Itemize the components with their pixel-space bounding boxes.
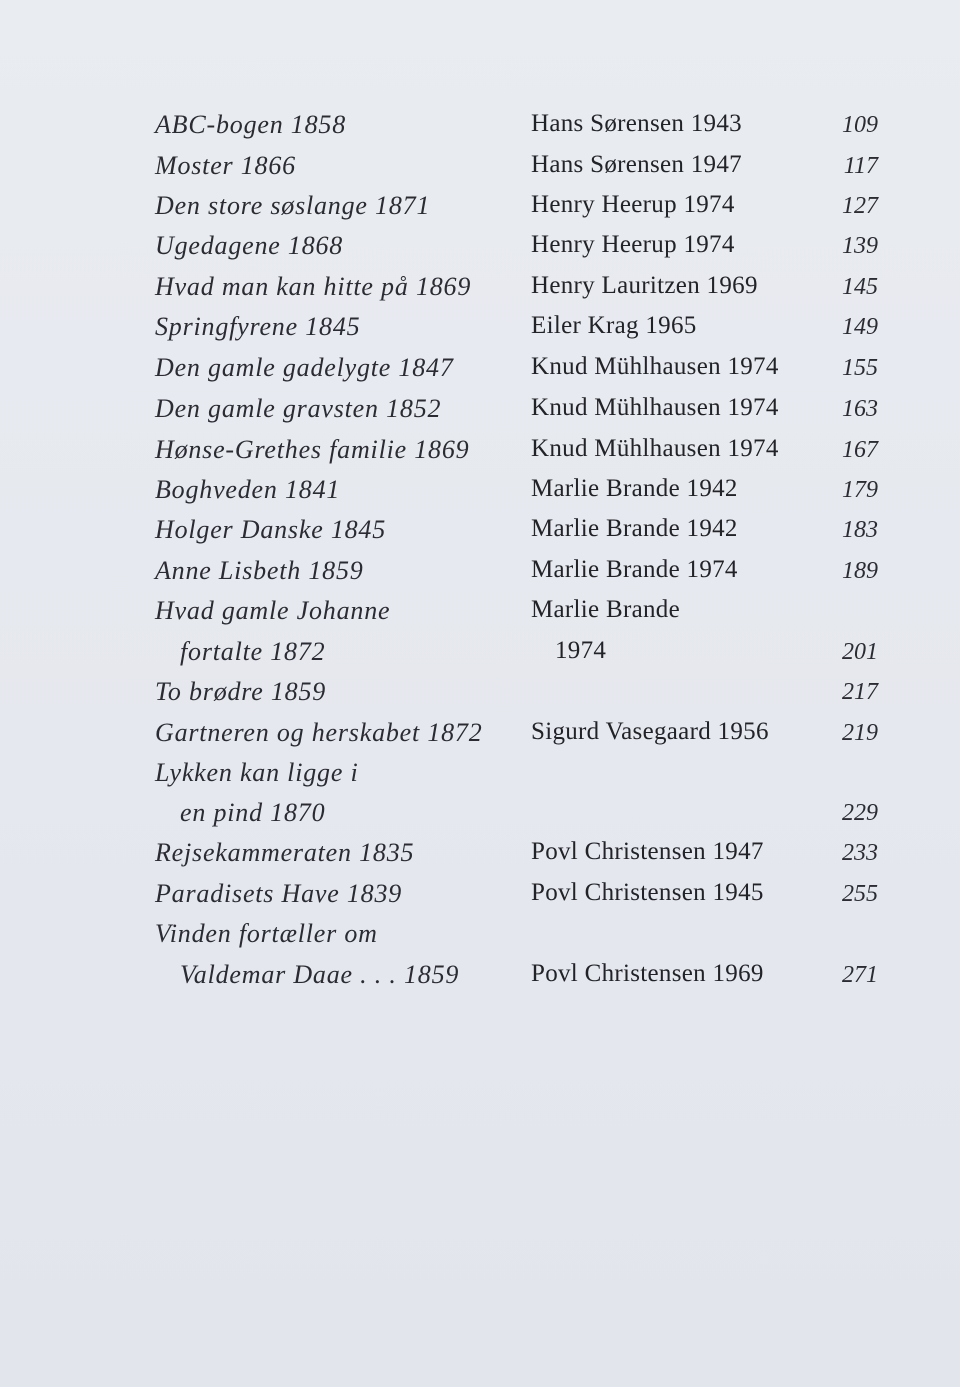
toc-entry <box>0 919 960 959</box>
story-title: Gartneren og herskabet 1872 <box>155 718 483 747</box>
story-title: Hvad man kan hitte på 1869 <box>155 272 472 301</box>
illustrator-name: Knud Mühlhausen 1974 <box>531 394 779 421</box>
toc-entry <box>0 151 960 191</box>
page-number: 233 <box>842 840 878 866</box>
page-number: 217 <box>842 679 878 705</box>
illustrator-name: Povl Christensen 1945 <box>531 879 764 906</box>
illustrator-name: Marlie Brande 1974 <box>531 556 738 583</box>
toc-entry <box>0 312 960 352</box>
toc-entry-continuation <box>0 960 960 1000</box>
story-title: Moster 1866 <box>155 151 296 180</box>
illustrator-name: Sigurd Vasegaard 1956 <box>531 718 769 745</box>
toc-entry <box>0 353 960 393</box>
page-number: 155 <box>842 355 878 381</box>
page-number: 117 <box>843 153 878 179</box>
story-title-continuation: fortalte 1872 <box>180 637 326 666</box>
toc-entry <box>0 556 960 596</box>
story-title: Ugedagene 1868 <box>155 231 344 260</box>
page-number: 163 <box>842 396 878 422</box>
illustrator-name: Marlie Brande <box>531 596 680 623</box>
toc-entry <box>0 191 960 231</box>
page-number: 109 <box>842 112 878 138</box>
illustrator-name: Henry Heerup 1974 <box>531 231 735 258</box>
page-number: 271 <box>842 962 878 988</box>
story-title: Holger Danske 1845 <box>155 515 387 544</box>
toc-entry <box>0 394 960 434</box>
toc-entry <box>0 231 960 271</box>
illustrator-name: Knud Mühlhausen 1974 <box>531 435 779 462</box>
illustrator-name-continuation: Povl Christensen 1969 <box>531 960 764 987</box>
page-number: 179 <box>842 477 878 503</box>
page-number: 145 <box>842 274 878 300</box>
story-title: Springfyrene 1845 <box>155 312 361 341</box>
page-number: 255 <box>842 881 878 907</box>
illustrator-name: Knud Mühlhausen 1974 <box>531 353 779 380</box>
illustrator-name: Hans Sørensen 1947 <box>531 151 742 178</box>
toc-entry <box>0 758 960 798</box>
page-number: 229 <box>842 800 878 826</box>
page-number: 183 <box>842 517 878 543</box>
page-number: 167 <box>842 437 878 463</box>
toc-entry-continuation <box>0 637 960 677</box>
toc-entry <box>0 677 960 717</box>
story-title: Paradisets Have 1839 <box>155 879 403 908</box>
story-title: Boghveden 1841 <box>155 475 341 504</box>
illustrator-name: Marlie Brande 1942 <box>531 515 738 542</box>
toc-entry <box>0 718 960 758</box>
story-title-continuation: en pind 1870 <box>180 798 326 827</box>
illustrator-name: Henry Lauritzen 1969 <box>531 272 758 299</box>
toc-entry <box>0 435 960 475</box>
page-number: 219 <box>842 720 878 746</box>
toc-entry <box>0 838 960 878</box>
story-title: Vinden fortæller om <box>155 919 378 948</box>
story-title: Den store søslange 1871 <box>155 191 431 220</box>
story-title: Hvad gamle Johanne <box>155 596 391 625</box>
illustrator-name: Marlie Brande 1942 <box>531 475 738 502</box>
story-title: Den gamle gadelygte 1847 <box>155 353 454 382</box>
story-title: Anne Lisbeth 1859 <box>155 556 364 585</box>
illustrator-name: Eiler Krag 1965 <box>531 312 697 339</box>
toc-entry <box>0 272 960 312</box>
illustrator-name: Henry Heerup 1974 <box>531 191 735 218</box>
story-title: Den gamle gravsten 1852 <box>155 394 442 423</box>
story-title: Hønse-Grethes familie 1869 <box>155 435 470 464</box>
page-number: 149 <box>842 314 878 340</box>
page-number: 201 <box>842 639 878 665</box>
toc-entry <box>0 110 960 150</box>
illustrator-name: Povl Christensen 1947 <box>531 838 764 865</box>
toc-entry <box>0 515 960 555</box>
story-title-continuation: Valdemar Daae . . . 1859 <box>180 960 460 989</box>
story-title: To brødre 1859 <box>155 677 327 706</box>
story-title: Rejsekammeraten 1835 <box>155 838 415 867</box>
toc-entry <box>0 596 960 636</box>
page-number: 139 <box>842 233 878 259</box>
toc-entry <box>0 879 960 919</box>
toc-entry-continuation <box>0 798 960 838</box>
story-title: ABC-bogen 1858 <box>155 110 347 139</box>
page-number: 189 <box>842 558 878 584</box>
illustrator-name-continuation: 1974 <box>555 637 607 664</box>
story-title: Lykken kan ligge i <box>155 758 359 787</box>
page-number: 127 <box>842 193 878 219</box>
toc-entry <box>0 475 960 515</box>
illustrator-name: Hans Sørensen 1943 <box>531 110 742 137</box>
